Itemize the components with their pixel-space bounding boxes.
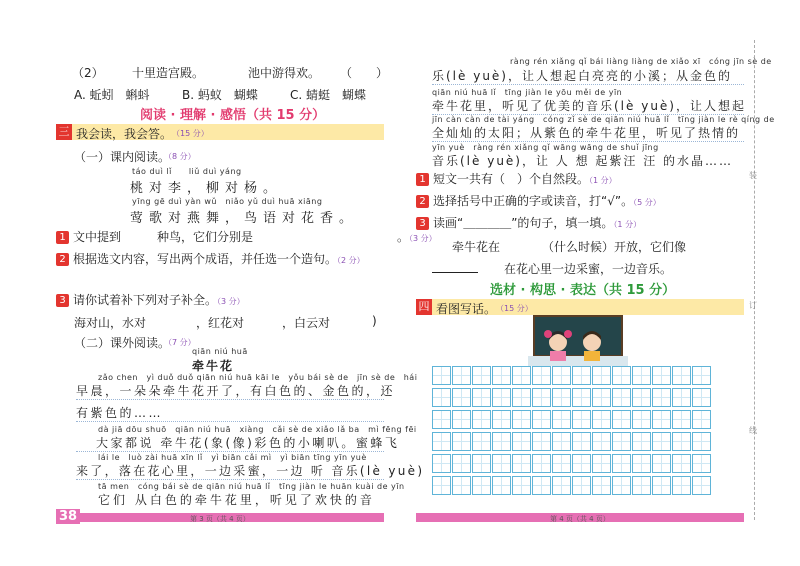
option-c: C. 蜻蜓 蝴蝶 [290,88,367,102]
question-3-text: 请你试着补下列对子补全。 [73,293,218,307]
grid-cell[interactable] [652,454,671,473]
section-three-points: （15 分） [172,129,209,138]
grid-cell[interactable] [492,410,511,429]
right-question-2 [416,192,661,209]
grid-cell[interactable] [692,476,711,495]
right-question-3-text: 读画“＿＿＿＿”的句子，填一填。 [433,216,614,230]
right-question-3-points: （1 分） [613,220,642,229]
article-line1-rule [76,399,384,400]
grid-cell[interactable] [452,476,471,495]
grid-cell[interactable] [552,476,571,495]
question-3-points: （3 分） [217,297,245,306]
section-four-points: （15 分） [496,304,533,313]
grid-cell[interactable] [612,476,631,495]
q2-label: （2） [72,66,104,80]
right-question-1-number: 1 [416,173,429,186]
grid-cell[interactable] [532,366,551,385]
part-one-points: （8 分） [164,152,196,161]
cont-line3: 全灿灿的太阳；从紫色的牵牛花里，听见了热情的 [432,126,741,140]
margin-mark-2: 订 [749,301,757,310]
cont-line4: 音乐(lè yuè)，让 人 想 起紫汪 汪 的水晶…… [432,154,734,168]
article-line3-pinyin: dà jiā dōu shuō qiān niú huā xiàng cǎi sè de xiǎo lǎ ba mì fēng fēi [98,425,417,434]
grid-cell[interactable] [432,476,451,495]
children-blackboard-illustration [528,314,628,368]
question-1-text: 文中提到 种鸟，它们分别是 。 [73,230,410,244]
grid-cell[interactable] [632,366,651,385]
q2-paren: （ ） [340,66,389,80]
cont-line4-pinyin: yīn yuè ràng rén xiǎng qǐ wāng wāng de shuǐ jīng [432,143,659,152]
grid-cell[interactable] [632,432,651,451]
grid-cell[interactable] [672,432,691,451]
grid-cell[interactable] [432,410,451,429]
right-question-3 [416,214,641,231]
grid-cell[interactable] [512,366,531,385]
section-four-number: 四 [416,299,432,315]
couplet-paren: ) [372,314,377,328]
page-number: 38 [56,509,80,524]
grid-cell[interactable] [492,432,511,451]
grid-cell[interactable] [512,432,531,451]
poem-line2-pinyin: yīng gē duì yàn wǔ niǎo yǔ duì huā xiāng [132,197,323,206]
right-question-2-number: 2 [416,195,429,208]
cont-line1: 乐(lè yuè)，让人想起白亮亮的小溪；从金色的 [432,69,732,83]
fill-line-1: 牵牛花在 （什么时候）开放，它们像 [452,240,687,254]
question-2 [56,250,365,267]
article-line4-pinyin: lái le luò zài huā xīn lǐ yì biān cǎi mì yì biān tīng yīn yuè [98,453,367,462]
grid-cell[interactable] [552,432,571,451]
grid-cell[interactable] [452,432,471,451]
section-three-number: 三 [56,124,72,140]
couplet-3: ，白云对 [282,316,331,330]
grid-cell[interactable] [652,476,671,495]
grid-cell[interactable] [532,410,551,429]
article-line4: 来了，落在花心里，一边采蜜，一边 听 音乐(lè yuè) [76,464,425,478]
grid-cell[interactable] [532,476,551,495]
writing-grid[interactable] [432,366,712,498]
right-page [400,0,800,566]
grid-cell[interactable] [492,454,511,473]
article-title-pinyin: qiān niú huā [192,347,248,356]
grid-cell[interactable] [672,366,691,385]
left-footer-text: 第 3 页（共 4 页） [190,515,250,523]
grid-cell[interactable] [512,454,531,473]
grid-cell[interactable] [592,410,611,429]
grid-cell[interactable] [452,388,471,407]
grid-cell[interactable] [532,432,551,451]
reading-title: 阅读 · 理解 · 感悟（共 15 分） [140,108,326,123]
grid-cell[interactable] [612,454,631,473]
q2-text1: 十里造宫殿。 [132,66,205,80]
article-line2: 有紫色的…… [76,406,164,420]
grid-cell[interactable] [632,388,651,407]
margin-mark-1: 装 [749,171,757,180]
cont-line1-pinyin: ràng rén xiǎng qǐ bái liàng liàng de xiǎo xī cóng jīn sè de [510,57,772,66]
question-1-points: （3 分） [409,234,437,243]
couplet-2: ，红花对 [196,316,245,330]
grid-cell[interactable] [472,366,491,385]
grid-cell[interactable] [492,476,511,495]
article-line5: 它们 从白色的牵牛花里，听见了欢快的音 [98,493,375,507]
grid-cell[interactable] [592,388,611,407]
grid-cell[interactable] [432,454,451,473]
poem-line1: 桃对李，柳对杨。 [130,181,283,196]
grid-cell[interactable] [612,388,631,407]
right-question-2-points: （5 分） [633,198,661,207]
grid-cell[interactable] [592,432,611,451]
question-1 [56,228,437,245]
poem-line2: 莺歌对燕舞，鸟语对花香。 [130,211,359,226]
question-3-number: 3 [56,294,69,307]
couplet-1: 海对山，水对 [74,316,147,330]
margin-mark-3: 线 [749,426,757,435]
grid-cell[interactable] [512,410,531,429]
grid-cell[interactable] [572,476,591,495]
article-line5-pinyin: tā men cóng bái sè de qiān niú huā lǐ tīng jiàn le huān kuài de yīn [98,482,405,491]
grid-cell[interactable] [532,454,551,473]
writing-title: 选材 · 构思 · 表达（共 15 分） [490,283,676,298]
grid-cell[interactable] [472,410,491,429]
fill-line-2: 在花心里一边采蜜，一边音乐。 [432,262,673,276]
right-question-3-number: 3 [416,217,429,230]
grid-cell[interactable] [632,410,651,429]
grid-cell[interactable] [572,432,591,451]
grid-cell[interactable] [632,454,651,473]
grid-cell[interactable] [632,476,651,495]
part-two-title: （二）课外阅读。 [74,336,171,350]
article-title: 牵牛花 [192,359,235,373]
article-line2-rule [76,421,384,422]
grid-cell[interactable] [652,410,671,429]
grid-cell[interactable] [472,476,491,495]
grid-cell[interactable] [472,454,491,473]
grid-cell[interactable] [512,388,531,407]
grid-cell[interactable] [572,454,591,473]
article-line4-rule [76,479,384,480]
option-a: A. 蚯蚓 蝌蚪 [74,88,150,102]
grid-cell[interactable] [472,388,491,407]
section-three-title: 我会读，我会答。 [76,127,173,141]
grid-cell[interactable] [692,432,711,451]
article-line3: 大家都说 牵牛花(象(像)彩色的小喇叭。蜜蜂飞 [96,436,400,450]
grid-cell[interactable] [612,432,631,451]
grid-cell[interactable] [552,454,571,473]
question-2-text: 根据选文内容，写出两个成语，并任选一个造句。 [73,252,338,266]
part-two-points: （7 分） [164,338,196,347]
grid-cell[interactable] [492,388,511,407]
grid-cell[interactable] [692,454,711,473]
grid-cell[interactable] [512,476,531,495]
grid-cell[interactable] [432,388,451,407]
question-2-number: 2 [56,253,69,266]
cont-line2-pinyin: qiān niú huā lǐ tīng jiàn le yōu měi de yīn [432,88,623,97]
right-question-1-points: （1 分） [589,176,617,185]
right-question-1-text: 短文一共有（ ）个自然段。 [433,172,590,186]
grid-cell[interactable] [652,366,671,385]
grid-cell[interactable] [592,366,611,385]
grid-cell[interactable] [672,410,691,429]
grid-cell[interactable] [592,476,611,495]
right-footer-text: 第 4 页（共 4 页） [550,515,610,523]
grid-cell[interactable] [592,454,611,473]
grid-cell[interactable] [692,366,711,385]
right-question-1 [416,170,617,187]
grid-cell[interactable] [552,366,571,385]
grid-cell[interactable] [692,410,711,429]
grid-cell[interactable] [672,454,691,473]
grid-cell[interactable] [612,366,631,385]
grid-cell[interactable] [672,388,691,407]
part-one-title: （一）课内阅读。 [74,150,171,164]
grid-cell[interactable] [452,410,471,429]
q2-text2: 池中游得欢。 [248,66,321,80]
grid-cell[interactable] [612,410,631,429]
grid-cell[interactable] [432,366,451,385]
grid-cell[interactable] [692,388,711,407]
grid-cell[interactable] [652,388,671,407]
binding-margin-line [754,40,755,520]
cont-line3-pinyin: jīn càn càn de tài yáng cóng zǐ sè de qiān niú huā lǐ tīng jiàn le rè qíng de [432,115,775,124]
question-3 [56,291,245,308]
grid-cell[interactable] [572,366,591,385]
option-b: B. 蚂蚁 蝴蝶 [182,88,258,102]
grid-cell[interactable] [552,410,571,429]
grid-cell[interactable] [532,388,551,407]
article-line1-pinyin: zǎo chen yì duǒ duǒ qiān niú huā kāi le yǒu bái sè de jīn sè de hái [98,373,418,382]
grid-cell[interactable] [572,388,591,407]
grid-cell[interactable] [452,454,471,473]
grid-cell[interactable] [432,432,451,451]
grid-cell[interactable] [672,476,691,495]
grid-cell[interactable] [572,410,591,429]
article-line1: 早晨，一朵朵牵牛花开了，有白色的、金色的，还 [76,384,396,398]
poem-line1-pinyin: táo duì lǐ liǔ duì yáng [132,167,242,176]
grid-cell[interactable] [652,432,671,451]
cont-line2: 牵牛花里，听见了优美的音乐(lè yuè)，让人想起 [432,99,746,113]
section-four-title: 看图写话。 [436,302,497,316]
grid-cell[interactable] [452,366,471,385]
right-question-2-text: 选择括号中正确的字或读音，打“√”。 [433,194,634,208]
question-1-number: 1 [56,231,69,244]
cont-line1-rule [432,84,744,85]
grid-cell[interactable] [552,388,571,407]
grid-cell[interactable] [472,432,491,451]
grid-cell[interactable] [492,366,511,385]
question-2-points: （2 分） [337,256,365,265]
